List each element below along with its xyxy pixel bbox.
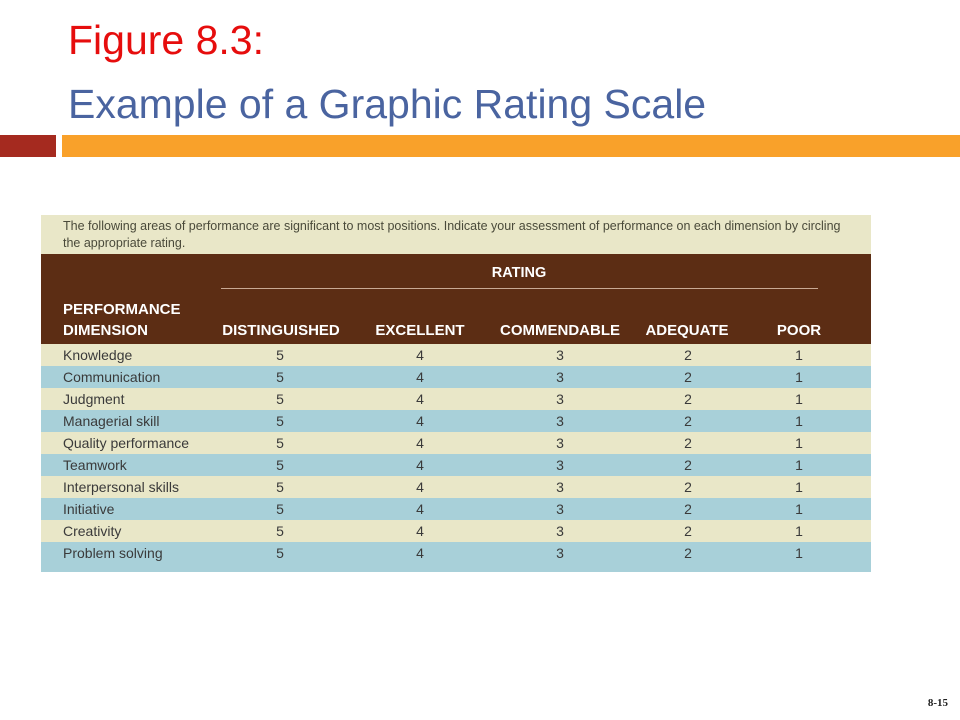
rating-value-excellent[interactable]: 4 xyxy=(416,457,424,473)
table-row xyxy=(41,476,871,498)
rating-value-excellent[interactable]: 4 xyxy=(416,391,424,407)
rating-value-adequate[interactable]: 2 xyxy=(684,457,692,473)
rating-value-adequate[interactable]: 2 xyxy=(684,479,692,495)
table-row xyxy=(41,388,871,410)
dimension-label: Interpersonal skills xyxy=(63,479,179,495)
rating-value-distinguished[interactable]: 5 xyxy=(276,413,284,429)
column-header-adequate: ADEQUATE xyxy=(645,322,729,339)
rating-value-excellent[interactable]: 4 xyxy=(416,545,424,561)
rating-value-poor[interactable]: 1 xyxy=(795,545,803,561)
dimension-label: Creativity xyxy=(63,523,122,539)
column-header-distinguished: DISTINGUISHED xyxy=(222,322,340,339)
column-header-poor: POOR xyxy=(776,322,822,339)
table-row xyxy=(41,520,871,542)
rating-value-excellent[interactable]: 4 xyxy=(416,413,424,429)
dimension-label: Judgment xyxy=(63,391,125,407)
rating-value-adequate[interactable]: 2 xyxy=(684,435,692,451)
rating-value-poor[interactable]: 1 xyxy=(795,347,803,363)
slide-title: Example of a Graphic Rating Scale xyxy=(68,81,707,127)
dimension-label: Initiative xyxy=(63,501,115,517)
rating-value-poor[interactable]: 1 xyxy=(795,369,803,385)
rating-value-excellent[interactable]: 4 xyxy=(416,501,424,517)
figure-label: Figure 8.3: xyxy=(68,17,264,63)
column-header-commendable: COMMENDABLE xyxy=(500,322,620,339)
instructions-text: The following areas of performance are significant to most positions. Indicate your assessment of performance on each dimension by circling the appropriate rating. xyxy=(41,215,871,254)
dimension-header-line2: DIMENSION xyxy=(63,322,149,339)
rating-value-commendable[interactable]: 3 xyxy=(556,457,564,473)
table-row xyxy=(41,498,871,520)
rating-value-poor[interactable]: 1 xyxy=(795,435,803,451)
rating-value-commendable[interactable]: 3 xyxy=(556,391,564,407)
rating-value-adequate[interactable]: 2 xyxy=(684,545,692,561)
rating-value-distinguished[interactable]: 5 xyxy=(276,501,284,517)
dimension-label: Managerial skill xyxy=(63,413,160,429)
rating-divider xyxy=(221,288,818,289)
rating-value-excellent[interactable]: 4 xyxy=(416,523,424,539)
rating-value-commendable[interactable]: 3 xyxy=(556,479,564,495)
dimension-label: Problem solving xyxy=(63,545,163,561)
dimension-label: Teamwork xyxy=(63,457,127,473)
rating-value-excellent[interactable]: 4 xyxy=(416,369,424,385)
table-row xyxy=(41,366,871,388)
rating-value-distinguished[interactable]: 5 xyxy=(276,523,284,539)
rating-value-distinguished[interactable]: 5 xyxy=(276,545,284,561)
table-row xyxy=(41,432,871,454)
dimension-label: Communication xyxy=(63,369,161,385)
dimension-header xyxy=(63,299,181,341)
rating-value-commendable[interactable]: 3 xyxy=(556,413,564,429)
rating-value-commendable[interactable]: 3 xyxy=(556,523,564,539)
table-row xyxy=(41,542,871,564)
rating-value-distinguished[interactable]: 5 xyxy=(276,457,284,473)
rating-value-distinguished[interactable]: 5 xyxy=(276,435,284,451)
table-row xyxy=(41,454,871,476)
rating-value-poor[interactable]: 1 xyxy=(795,501,803,517)
rating-value-poor[interactable]: 1 xyxy=(795,413,803,429)
column-header-excellent: EXCELLENT xyxy=(375,322,465,339)
rating-value-commendable[interactable]: 3 xyxy=(556,545,564,561)
accent-bar-red xyxy=(0,135,56,157)
rating-value-commendable[interactable]: 3 xyxy=(556,369,564,385)
rating-value-distinguished[interactable]: 5 xyxy=(276,479,284,495)
rating-value-poor[interactable]: 1 xyxy=(795,523,803,539)
rating-value-distinguished[interactable]: 5 xyxy=(276,369,284,385)
rating-value-poor[interactable]: 1 xyxy=(795,391,803,407)
rating-value-commendable[interactable]: 3 xyxy=(556,435,564,451)
rating-value-distinguished[interactable]: 5 xyxy=(276,347,284,363)
dimension-label: Quality performance xyxy=(63,435,190,451)
rating-value-adequate[interactable]: 2 xyxy=(684,413,692,429)
rating-value-distinguished[interactable]: 5 xyxy=(276,391,284,407)
table-body xyxy=(41,344,871,564)
rating-value-excellent[interactable]: 4 xyxy=(416,435,424,451)
dimension-label: Knowledge xyxy=(63,347,133,363)
rating-value-adequate[interactable]: 2 xyxy=(684,347,692,363)
page-number: 8-15 xyxy=(927,697,948,709)
rating-value-commendable[interactable]: 3 xyxy=(556,501,564,517)
table-row xyxy=(41,410,871,432)
rating-value-commendable[interactable]: 3 xyxy=(556,347,564,363)
rating-value-excellent[interactable]: 4 xyxy=(416,479,424,495)
rating-value-adequate[interactable]: 2 xyxy=(684,391,692,407)
rating-value-poor[interactable]: 1 xyxy=(795,457,803,473)
rating-value-adequate[interactable]: 2 xyxy=(684,523,692,539)
table-row xyxy=(41,344,871,366)
accent-bar-orange xyxy=(62,135,960,157)
rating-value-adequate[interactable]: 2 xyxy=(684,501,692,517)
rating-group-label: RATING xyxy=(491,265,547,281)
rating-value-adequate[interactable]: 2 xyxy=(684,369,692,385)
rating-scale-table xyxy=(41,215,871,572)
dimension-header-line1: PERFORMANCE xyxy=(63,301,181,318)
rating-value-poor[interactable]: 1 xyxy=(795,479,803,495)
rating-value-excellent[interactable]: 4 xyxy=(416,347,424,363)
